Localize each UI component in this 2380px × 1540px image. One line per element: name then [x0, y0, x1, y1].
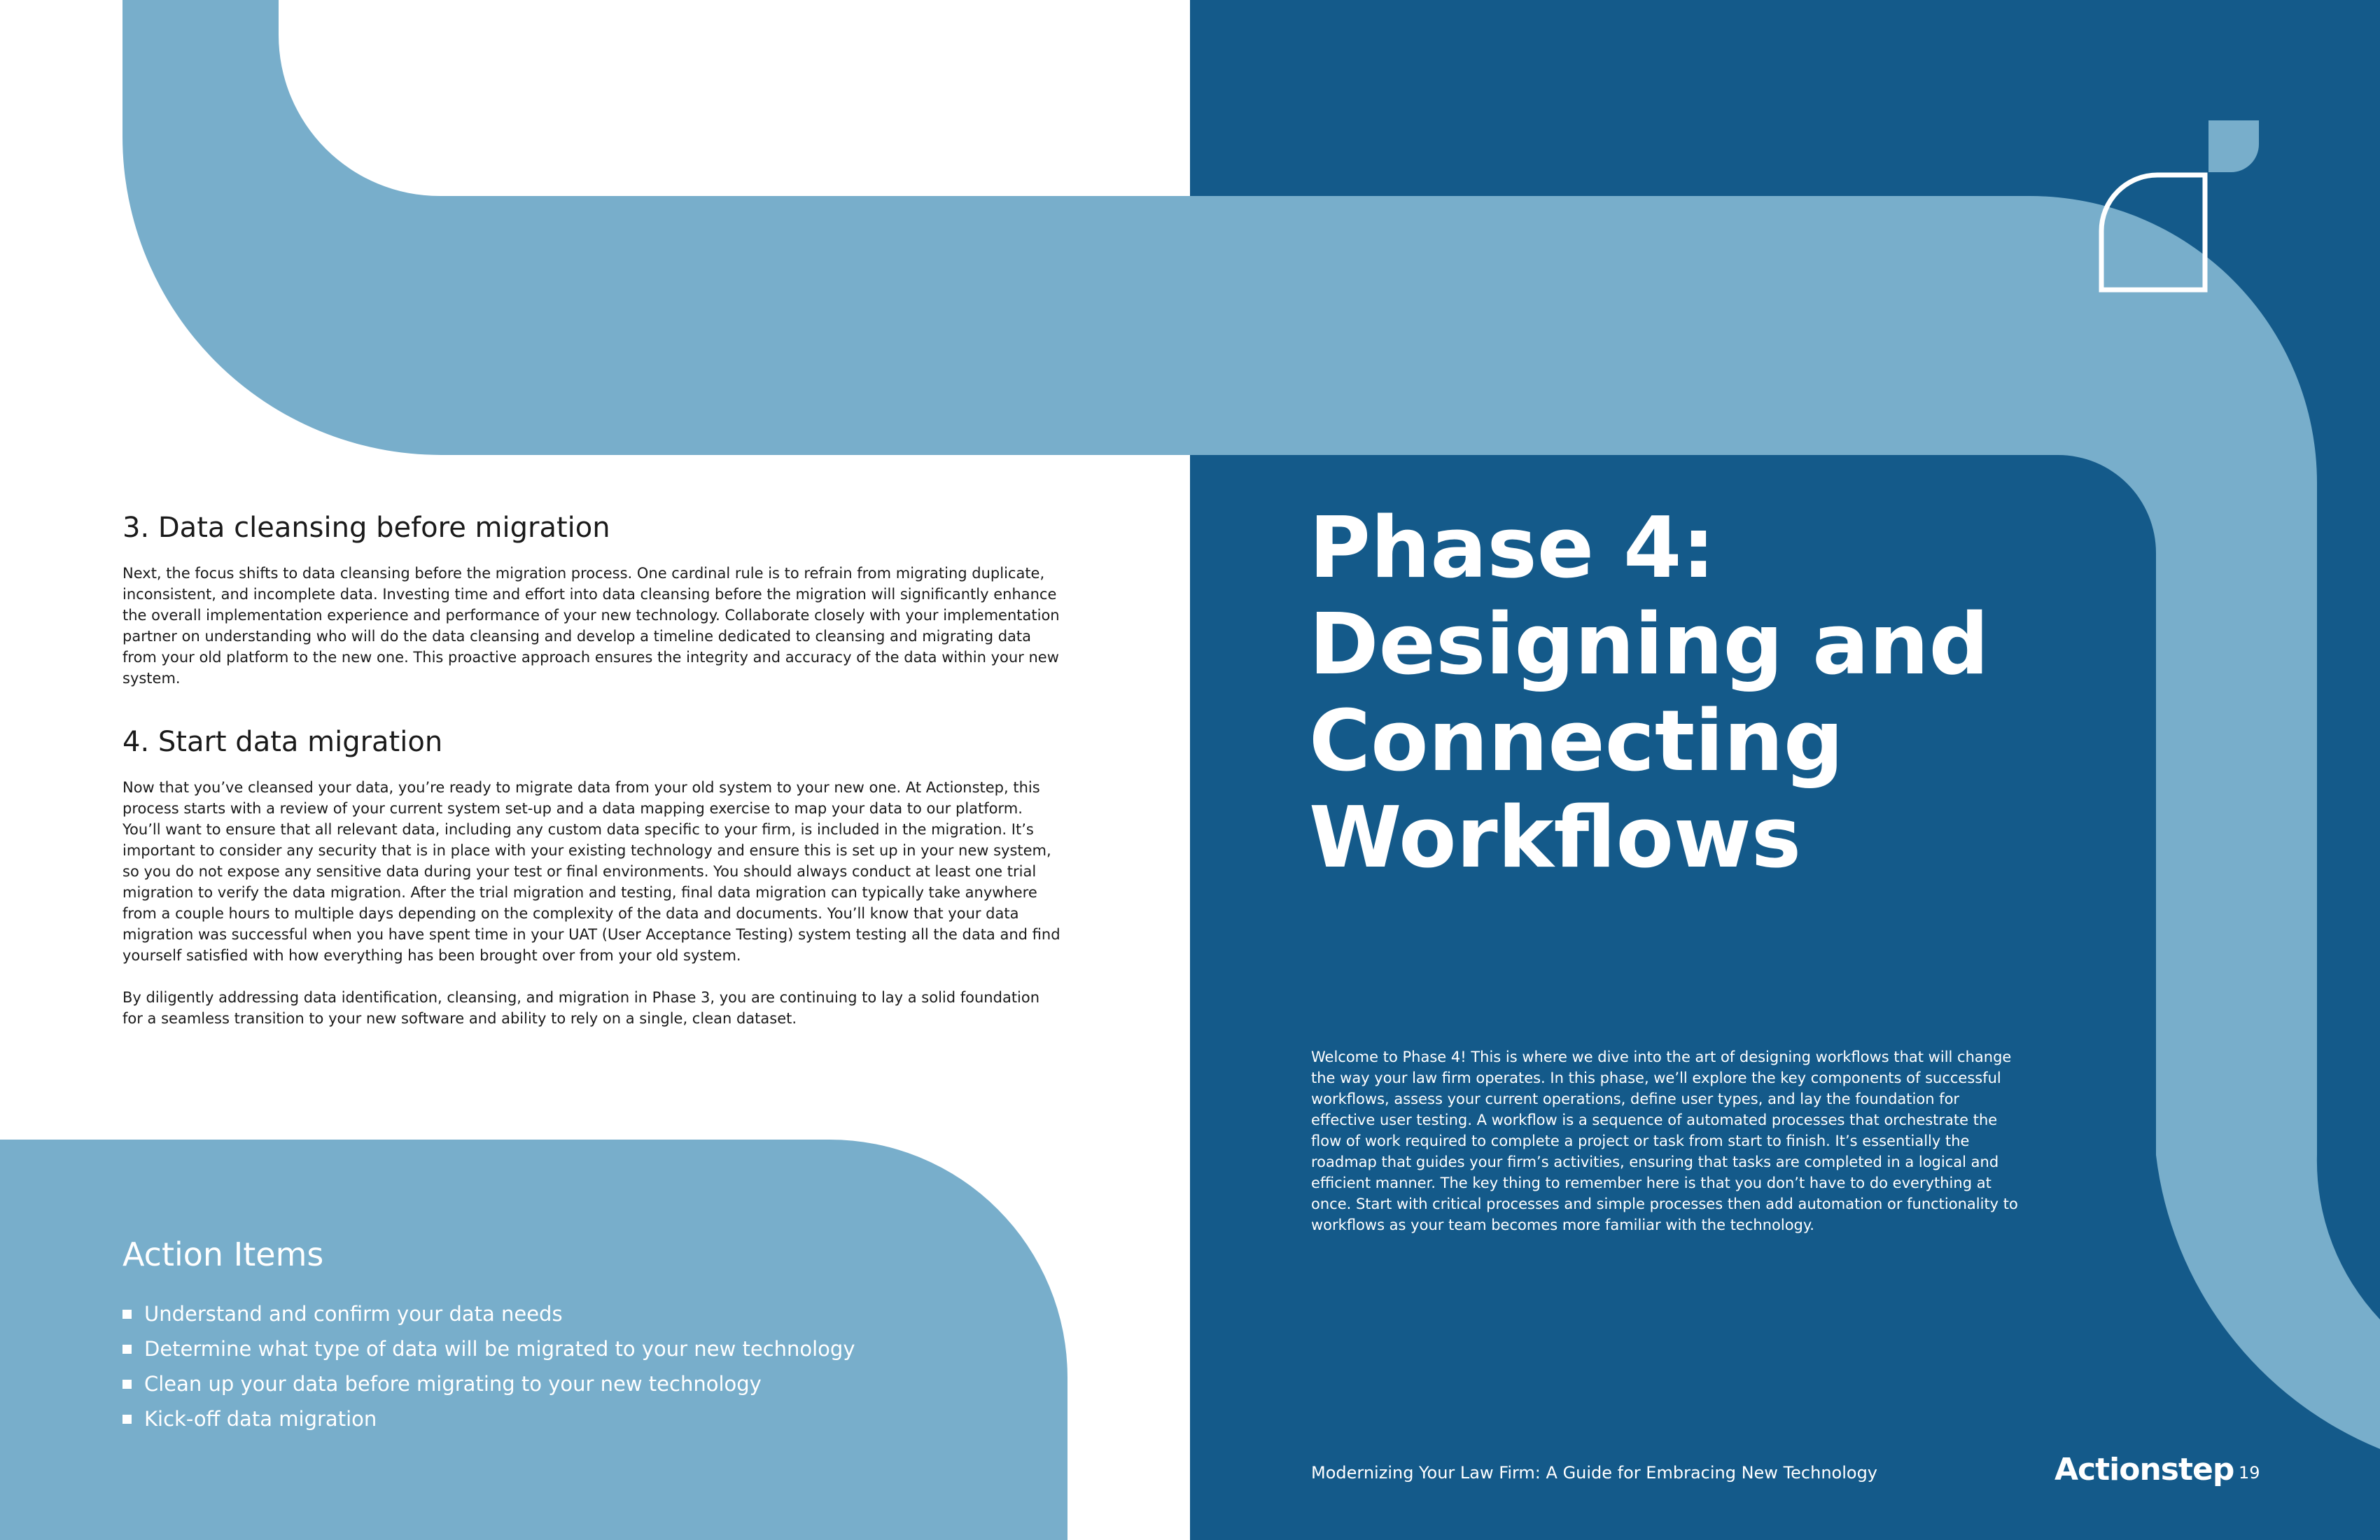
square-bullet-icon: [122, 1380, 132, 1389]
phase-title-line: Phase 4:: [1309, 500, 1716, 597]
action-item-text: Kick-off data migration: [144, 1407, 377, 1432]
data-migration-paragraph: Now that you’ve cleansed your data, you’re ready to migrate data from your old system to your new one. At Actionstep, this process starts with a review of your current system set-up and a data mapping exercise to map your data to our platform. You’ll want to ensure that all relevant data, including any custom data specific to your firm, is included in the migration. It’s important to consider any security that is in place with your existing technology and ensure this is set up in your new system, so you do not expose any sensitive data during your test or final environments. You should always conduct at least one trial migration to verify the data migration. After the trial migration and testing, final data migration can typically take anywhere from a couple hours to multiple days depending on the complexity of the data and documents. You’ll know that your data migration was successful when you have spent time in your UAT (User Acceptance Testing) system testing all the data and find yourself satisfied with how everything has been brought over from your old system.: [122, 779, 1060, 964]
action-item-text: Understand and confirm your data needs: [144, 1302, 563, 1326]
phase-title: [1309, 500, 2009, 887]
phase-intro-paragraph: Welcome to Phase 4! This is where we dive into the art of designing workflows that will change the way your law firm operates. In this phase, we’ll explore the key components of successful workflows, assess your current operations, define user types, and lay the foundation for effective user testing. A workflow is a sequence of automated processes that orchestrate the flow of work required to complete a project or task from start to finish. It’s essentially the roadmap that guides your firm’s activities, ensuring that tasks are completed in a logical and efficient manner. The key thing to remember here is that you don’t have to do everything at once. Start with critical processes and simple processes then add automation or functionality to workflows as your team becomes more familiar with the technology.: [1311, 1049, 2018, 1233]
action-items-title: Action Items: [122, 1236, 324, 1273]
square-bullet-icon: [122, 1415, 132, 1424]
list-item: [122, 1331, 1032, 1366]
phase-title-line: Designing and: [1309, 596, 1989, 694]
list-item: [122, 1296, 1032, 1331]
left-article: [122, 511, 1060, 1029]
list-item: [122, 1401, 1032, 1436]
list-item: [122, 1366, 1032, 1401]
phase-3-summary-paragraph: By diligently addressing data identification, cleansing, and migration in Phase 3, you are continuing to lay a solid foundation for a seamless transition to your new software and ability to rely on a single, clean dataset.: [122, 989, 1040, 1027]
action-item-text: Determine what type of data will be migrated to your new technology: [144, 1337, 855, 1362]
action-item-text: Clean up your data before migrating to your new technology: [144, 1372, 762, 1396]
square-bullet-icon: [122, 1310, 132, 1319]
section-heading-data-migration: 4. Start data migration: [122, 726, 443, 758]
phase-title-line: Workflows: [1309, 790, 1802, 887]
footer-guide-title: Modernizing Your Law Firm: A Guide for Embracing New Technology: [1311, 1463, 1878, 1483]
brand-logo: Actionstep: [2054, 1452, 2234, 1488]
action-items-list: [122, 1296, 1032, 1436]
action-items: [122, 1236, 1032, 1436]
page-number: 19: [2239, 1463, 2260, 1483]
data-cleansing-paragraph: Next, the focus shifts to data cleansing before the migration process. One cardinal rule is to refrain from migrating duplicate, inconsistent, and incomplete data. Investing time and effort into data cleansing before the migration will significantly enhance the overall implementation experience and performance of your new technology. Collaborate closely with your implementation partner on understanding who will do the data cleansing and develop a timeline dedicated to cleansing and migrating data from your old platform to the new one. This proactive approach ensures the integrity and accuracy of the data within your new system.: [122, 565, 1060, 687]
square-bullet-icon: [122, 1345, 132, 1354]
section-heading-data-cleansing: 3. Data cleansing before migration: [122, 512, 610, 544]
phase-title-line: Connecting: [1309, 693, 1844, 790]
